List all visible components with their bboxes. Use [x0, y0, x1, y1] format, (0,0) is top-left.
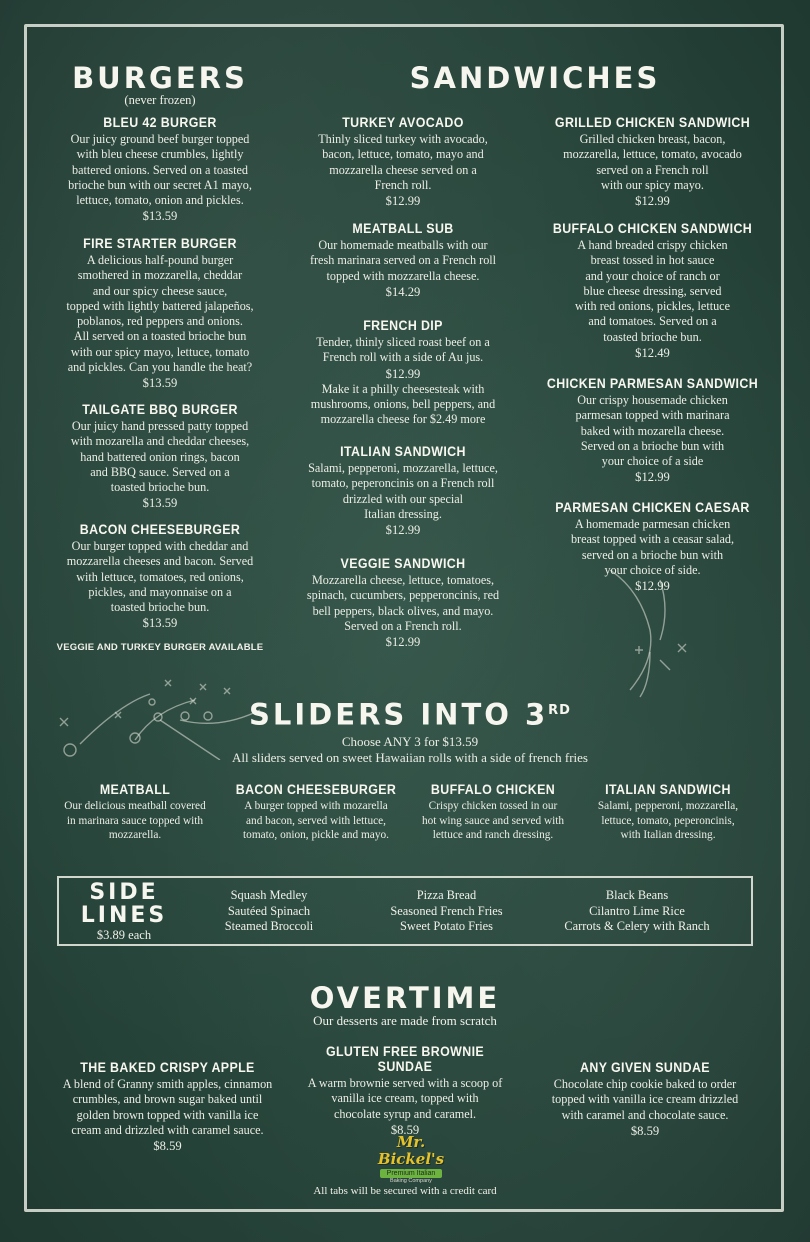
item-title: GLUTEN FREE BROWNIE SUNDAE	[325, 1044, 485, 1074]
item-title: GRILLED CHICKEN SANDWICH	[554, 115, 751, 130]
item-price: $14.29	[385, 284, 421, 299]
mr-bickels-logo	[366, 1133, 456, 1184]
item-desc: your choice of a side	[601, 454, 704, 469]
item-desc: A burger topped with mozarella	[244, 800, 388, 812]
side-item: Squash Medley	[230, 888, 308, 902]
burgers-section	[40, 62, 280, 113]
item-desc: Served on a French roll.	[344, 618, 462, 633]
item-desc: spinach, cucumbers, pepperoncinis, red	[306, 588, 500, 603]
sides-col-3	[537, 888, 737, 935]
item-price: $12.99	[385, 194, 421, 209]
item-desc: Our juicy hand pressed patty topped	[71, 419, 249, 433]
item-desc: with red onions, pickles, lettuce	[574, 299, 731, 314]
item-title: THE BAKED CRISPY APPLE	[80, 1060, 255, 1075]
item-desc: mushrooms, onions, bell peppers, and	[310, 396, 496, 411]
item-title: BACON CHEESEBURGER	[79, 522, 241, 537]
item-desc: A homemade parmesan chicken	[574, 517, 731, 531]
item-desc: Grilled chicken breast, bacon,	[579, 132, 726, 146]
slider-item	[578, 782, 758, 843]
side-item: Cilantro Lime Rice	[589, 903, 685, 918]
item-desc: breast tossed in hot sauce	[590, 253, 715, 268]
item-desc: served on a French roll	[596, 162, 709, 177]
item-title: ITALIAN SANDWICH	[340, 444, 466, 459]
item-desc: lettuce, tomato, onion and pickles.	[76, 193, 244, 208]
side-item: Sautéed Spinach	[227, 903, 311, 918]
item-price: $8.59	[630, 1123, 660, 1138]
item-desc: brioche bun with our secret A1 mayo,	[68, 177, 252, 192]
item-desc: Salami, pepperoni, mozzarella, lettuce,	[308, 461, 498, 475]
item-desc: Served on a brioche bun with	[580, 438, 725, 453]
menu-item	[288, 556, 518, 650]
item-title: ANY GIVEN SUNDAE	[580, 1060, 710, 1075]
dessert-item	[290, 1044, 520, 1138]
logo-sub: Premium Italian	[380, 1169, 442, 1178]
item-desc: topped with mozzarella cheese.	[326, 268, 480, 283]
item-title: VEGGIE SANDWICH	[340, 556, 466, 571]
item-desc: All served on a toasted brioche bun	[73, 329, 247, 344]
menu-item	[288, 444, 518, 538]
burgers-subheading: (never frozen)	[124, 93, 196, 107]
item-desc: and our spicy cheese sauce,	[92, 283, 228, 298]
item-title: PARMESAN CHICKEN CAESAR	[555, 500, 750, 515]
item-desc: Mozzarella cheese, lettuce, tomatoes,	[311, 573, 495, 587]
side-item: Carrots & Celery with Ranch	[564, 919, 710, 933]
item-desc: toasted brioche bun.	[603, 329, 702, 344]
sides-heading	[65, 882, 183, 942]
item-desc: lettuce, tomato, peperoncinis,	[601, 814, 735, 827]
item-desc: and tomatoes. Served on a	[588, 314, 717, 329]
sides-col-2	[359, 888, 534, 935]
dessert-item	[45, 1060, 290, 1154]
item-desc: mozzarella cheese served on a	[329, 162, 477, 177]
item-desc: bacon, lettuce, tomato, mayo and	[322, 147, 484, 162]
logo-text: Mr. Bickel's	[377, 1133, 445, 1168]
menu-item	[288, 115, 518, 209]
item-desc: hand battered onion rings, bacon	[80, 449, 240, 464]
item-desc: Make it a philly cheesesteak with	[321, 381, 485, 396]
item-title: BLEU 42 BURGER	[103, 115, 217, 130]
menu-item	[40, 522, 280, 631]
menu-item	[535, 115, 770, 209]
item-desc: Crispy chicken tossed in our	[428, 800, 558, 812]
item-desc: Italian dressing.	[364, 506, 442, 521]
menu-item	[288, 221, 518, 300]
overtime-heading: OVERTIME	[309, 981, 501, 1015]
item-desc: drizzled with our special	[342, 491, 464, 506]
item-price: $13.59	[142, 616, 178, 631]
item-desc: and your choice of ranch or	[585, 268, 720, 283]
item-price: $12.99	[635, 470, 670, 485]
item-desc: Salami, pepperoni, mozzarella,	[597, 800, 739, 812]
item-desc: A hand breaded crispy chicken	[577, 238, 728, 252]
side-item: Black Beans	[605, 888, 669, 902]
item-desc: French roll.	[374, 177, 432, 192]
burger-note: VEGGIE AND TURKEY BURGER AVAILABLE	[56, 642, 264, 653]
item-desc: hot wing sauce and served with	[421, 814, 565, 827]
item-price: $13.59	[142, 496, 178, 511]
menu-item	[535, 500, 770, 594]
slider-item	[45, 782, 225, 843]
item-desc: poblanos, red peppers and onions.	[77, 314, 243, 329]
item-desc: blue cheese dressing, served	[583, 283, 722, 298]
item-desc: breast topped with a ceasar salad,	[570, 532, 735, 547]
item-desc: with lettuce, tomatoes, red onions,	[76, 569, 244, 584]
item-desc: Our burger topped with cheddar and	[71, 539, 249, 553]
sides-heading-line1: SIDE	[89, 880, 159, 905]
item-desc: topped with vanilla ice cream drizzled	[551, 1092, 739, 1107]
item-title: ITALIAN SANDWICH	[605, 782, 731, 797]
item-title: BUFFALO CHICKEN	[430, 782, 556, 797]
sliders-heading-text: SLIDERS INTO 3	[249, 697, 549, 732]
item-desc: Thinly sliced turkey with avocado,	[318, 132, 488, 146]
sliders-info	[150, 734, 670, 766]
menu-item	[288, 318, 518, 427]
sliders-heading-sup: RD	[548, 703, 571, 718]
item-desc: baked with mozarella cheese.	[580, 423, 725, 438]
item-desc: and BBQ sauce. Served on a	[90, 464, 230, 479]
dessert-item	[530, 1060, 760, 1139]
item-desc: crumbles, and brown sugar baked until	[72, 1092, 263, 1107]
item-desc: Our crispy housemade chicken	[577, 393, 728, 407]
burgers-heading: BURGERS	[72, 61, 248, 95]
sides-price: $3.89 each	[96, 928, 152, 942]
item-desc: mozzarella cheese for $2.49 more	[320, 412, 486, 427]
item-desc: French roll with a side of Au jus.	[322, 350, 484, 365]
item-desc: in marinara sauce topped with	[66, 814, 204, 827]
item-desc: mozzarella cheeses and bacon. Served	[66, 554, 254, 569]
item-desc: Our delicious meatball covered	[64, 800, 206, 812]
item-desc: with caramel and chocolate sauce.	[561, 1107, 729, 1122]
item-title: BACON CHEESEBURGER	[235, 782, 397, 797]
slider-item	[226, 782, 406, 843]
item-title: TURKEY AVOCADO	[342, 115, 464, 130]
sliders-note-line: All sliders served on sweet Hawaiian rolls with a side of french fries	[232, 750, 588, 765]
sliders-price-line: Choose ANY 3 for $13.59	[341, 734, 479, 749]
item-title: CHICKEN PARMESAN SANDWICH	[546, 376, 759, 391]
item-desc: battered onions. Served on a toasted	[72, 162, 248, 177]
item-desc: fresh marinara served on a French roll	[309, 253, 497, 268]
menu-item	[40, 402, 280, 511]
item-desc: tomato, peperoncinis on a French roll	[311, 476, 495, 491]
item-title: FRENCH DIP	[363, 318, 443, 333]
item-desc: and bacon, served with lettuce,	[246, 814, 386, 827]
item-desc: A delicious half-pound burger	[86, 253, 234, 267]
item-price: $12.99	[385, 523, 421, 538]
sides-box	[57, 876, 753, 946]
menu-item	[535, 376, 770, 485]
side-item: Seasoned French Fries	[390, 903, 503, 918]
item-desc: pickles, and mayonnaise on a	[88, 584, 232, 599]
item-title: TAILGATE BBQ BURGER	[82, 402, 238, 417]
overtime-subheading: Our desserts are made from scratch	[313, 1013, 497, 1028]
item-desc: golden brown topped with vanilla ice	[76, 1107, 259, 1122]
item-title: BUFFALO CHICKEN SANDWICH	[552, 221, 753, 236]
side-item: Pizza Bread	[416, 888, 477, 902]
item-desc: A warm brownie served with a scoop of	[307, 1076, 503, 1090]
item-price: $8.59	[390, 1122, 420, 1137]
item-desc: smothered in mozzarella, cheddar	[77, 268, 243, 283]
item-desc: Chocolate chip cookie baked to order	[553, 1077, 737, 1091]
item-desc: toasted brioche bun.	[110, 480, 210, 495]
logo-sub2: Baking Company	[390, 1178, 432, 1184]
item-price: $12.99	[385, 635, 421, 650]
item-desc: parmesan topped with marinara	[575, 408, 730, 423]
item-desc: with bleu cheese crumbles, lightly	[76, 147, 244, 162]
item-desc: cream and drizzled with caramel sauce.	[71, 1122, 264, 1137]
side-item: Sweet Potato Fries	[400, 919, 493, 933]
item-desc: toasted brioche bun.	[110, 600, 210, 615]
item-desc: lettuce and ranch dressing.	[432, 829, 554, 841]
item-title: MEATBALL SUB	[352, 221, 454, 236]
item-desc: mozzarella, lettuce, tomato, avocado	[563, 147, 742, 162]
item-title: FIRE STARTER BURGER	[83, 236, 237, 251]
item-desc: served on a brioche bun with	[581, 547, 724, 562]
menu-item	[40, 115, 280, 224]
item-desc: tomato, onion, pickle and mayo.	[243, 829, 389, 841]
item-price: $13.59	[142, 209, 178, 224]
sliders-heading	[150, 694, 670, 732]
item-price: $12.49	[635, 346, 670, 361]
item-price: $13.59	[142, 376, 178, 391]
item-desc: your choice of side.	[604, 562, 701, 577]
item-desc: with Italian dressing.	[620, 829, 716, 841]
item-desc: bell peppers, black olives, and mayo.	[312, 603, 494, 618]
sides-heading-line2: LINES	[80, 903, 168, 928]
item-desc: topped with lightly battered jalapeños,	[66, 298, 254, 313]
item-desc: with our spicy mayo, lettuce, tomato	[70, 344, 250, 359]
item-desc: vanilla ice cream, topped with	[331, 1091, 479, 1106]
item-desc: mozzarella.	[108, 829, 162, 841]
footer-note: All tabs will be secured with a credit card	[313, 1185, 497, 1197]
item-desc: Our juicy ground beef burger topped	[70, 132, 250, 146]
sides-col-1	[189, 888, 349, 935]
item-price: $12.99	[635, 579, 670, 594]
item-desc: A blend of Granny smith apples, cinnamon	[62, 1077, 273, 1091]
item-title: MEATBALL	[99, 782, 171, 797]
item-desc: with our spicy mayo.	[601, 177, 704, 192]
item-price: $12.99	[385, 366, 421, 381]
item-desc: Tender, thinly sliced roast beef on a	[316, 335, 490, 349]
menu-item	[40, 236, 280, 391]
sandwiches-heading: SANDWICHES	[409, 61, 661, 95]
item-desc: Our homemade meatballs with our	[318, 238, 488, 252]
item-desc: chocolate syrup and caramel.	[333, 1106, 477, 1121]
item-price: $12.99	[635, 194, 670, 209]
slider-item	[403, 782, 583, 843]
item-desc: with mozarella and cheddar cheeses,	[70, 434, 250, 449]
item-desc: and pickles. Can you handle the heat?	[67, 360, 253, 375]
menu-item	[535, 221, 770, 361]
side-item: Steamed Broccoli	[224, 919, 314, 933]
item-price: $8.59	[153, 1139, 182, 1154]
